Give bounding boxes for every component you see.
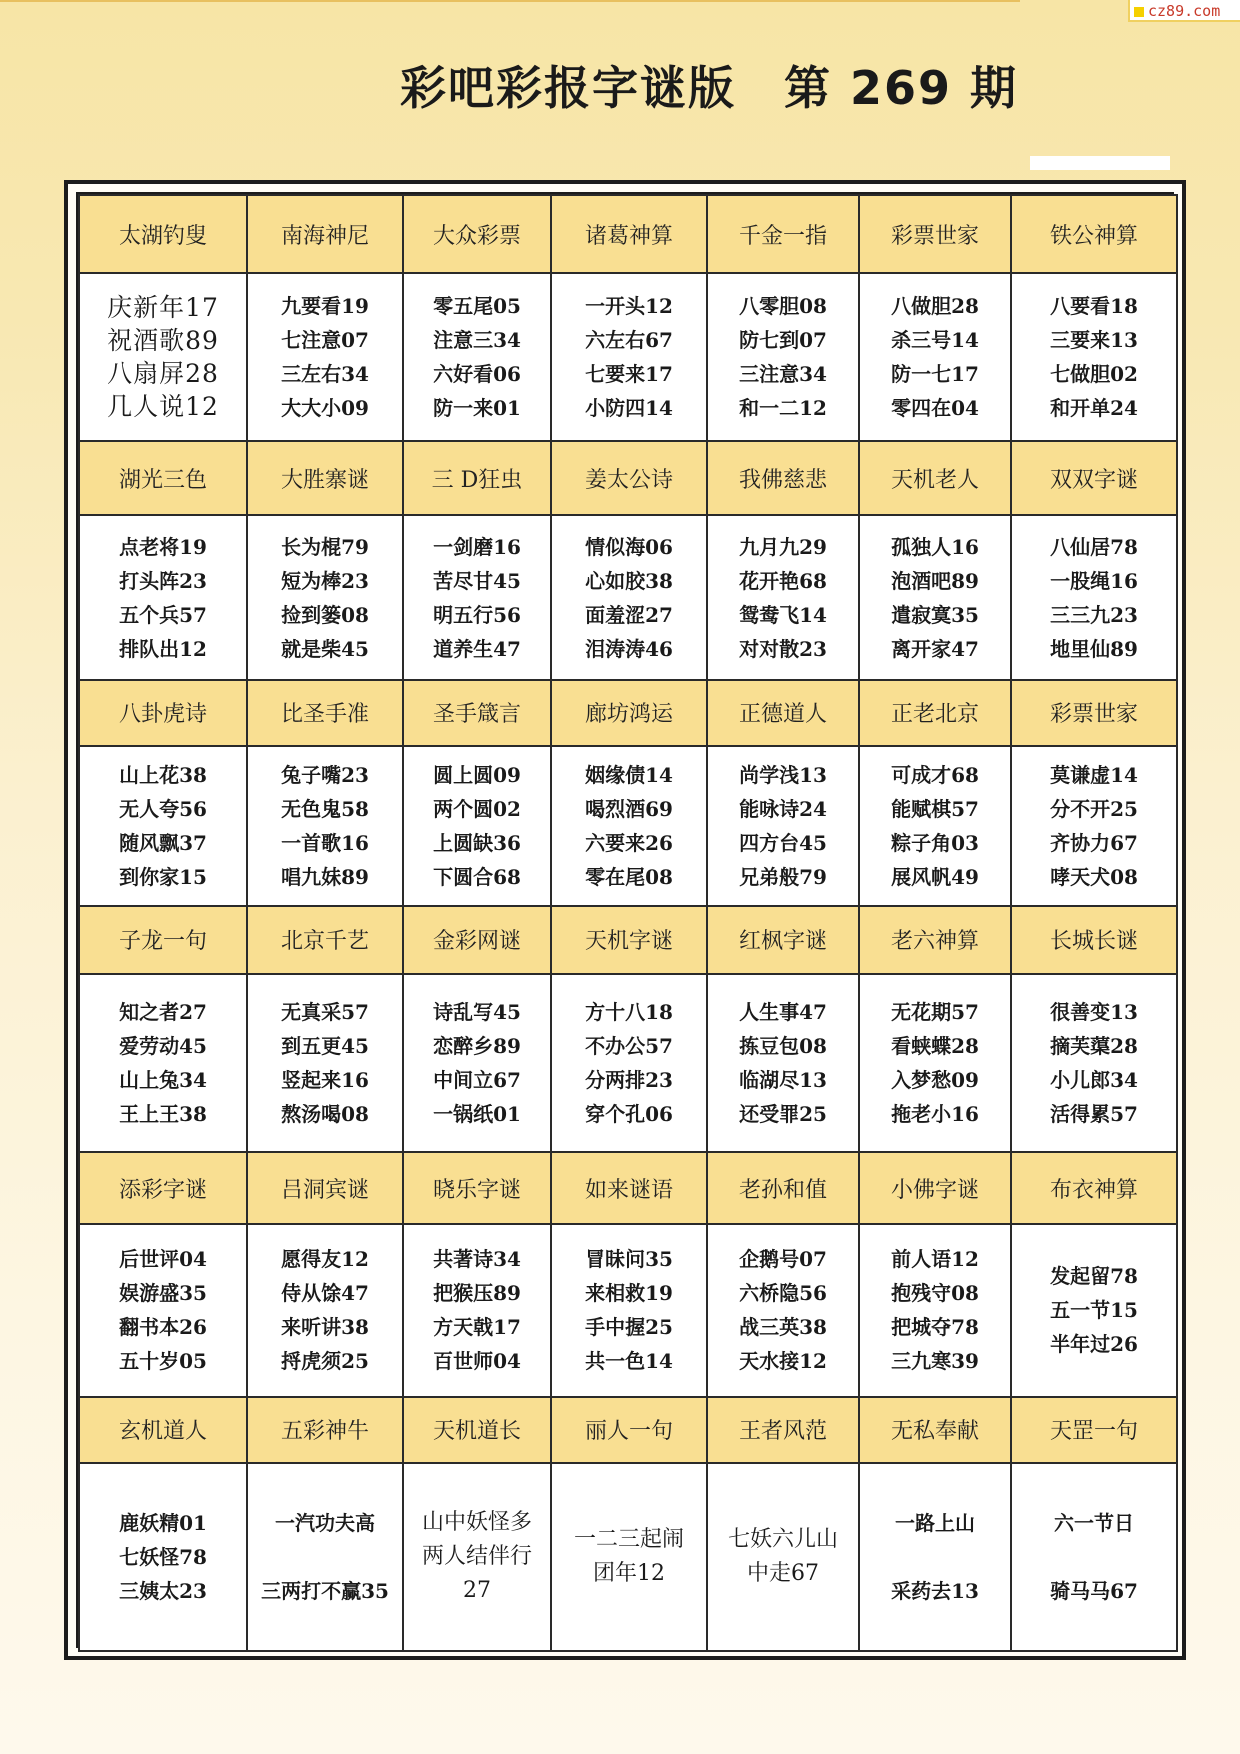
riddle-line: 六左右67 xyxy=(585,328,673,353)
riddle-line: 四方台45 xyxy=(739,830,827,855)
riddle-cell xyxy=(1011,974,1177,1152)
riddle-line: 七妖六儿山中走67 xyxy=(727,1526,838,1586)
riddle-line: 中间立67 xyxy=(433,1068,521,1093)
riddle-line: 三注意34 xyxy=(739,362,827,387)
riddle-line: 捡到篓08 xyxy=(281,602,369,627)
column-header: 长城长谜 xyxy=(1011,906,1177,974)
riddle-line: 骑马马67 xyxy=(1050,1578,1138,1603)
column-header: 铁公神算 xyxy=(1011,195,1177,273)
riddle-line: 王上王38 xyxy=(119,1102,207,1127)
riddle-line: 一路上山 xyxy=(895,1510,975,1535)
riddle-line: 到五更45 xyxy=(281,1034,369,1059)
riddle-line: 分不开25 xyxy=(1050,796,1138,821)
riddle-cell xyxy=(1011,746,1177,906)
riddle-cell xyxy=(79,273,247,441)
riddle-line: 泡酒吧89 xyxy=(891,568,979,593)
riddle-line: 喝烈酒69 xyxy=(585,796,673,821)
riddle-line: 五十岁05 xyxy=(119,1349,207,1374)
column-header: 红枫字谜 xyxy=(707,906,859,974)
riddle-line: 拖老小16 xyxy=(891,1102,979,1127)
riddle-line: 花开艳68 xyxy=(739,568,827,593)
column-header: 八卦虎诗 xyxy=(79,680,247,746)
riddle-line: 共一色14 xyxy=(585,1349,673,1374)
riddle-line: 防七到07 xyxy=(739,328,827,353)
riddle-line: 临湖尽13 xyxy=(739,1068,827,1093)
riddle-cell xyxy=(707,515,859,679)
riddle-cell xyxy=(859,974,1011,1152)
riddle-cell xyxy=(551,515,707,679)
riddle-line: 九月九29 xyxy=(739,534,827,559)
riddle-line: 来听讲38 xyxy=(281,1315,369,1340)
column-header: 天机字谜 xyxy=(551,906,707,974)
riddle-cell xyxy=(403,273,551,441)
riddle-line: 零在尾08 xyxy=(585,864,673,889)
riddle-line: 很善变13 xyxy=(1050,1000,1138,1025)
riddle-line: 入梦愁09 xyxy=(891,1068,979,1093)
riddle-line: 齐协力67 xyxy=(1050,830,1138,855)
riddle-line: 娱游盛35 xyxy=(119,1281,207,1306)
riddle-cell xyxy=(707,1224,859,1396)
riddle-line: 泪涛涛46 xyxy=(585,636,673,661)
riddle-line: 长为棍79 xyxy=(281,534,369,559)
riddle-cell xyxy=(551,974,707,1152)
riddle-cell xyxy=(79,1463,247,1651)
riddle-cell xyxy=(859,273,1011,441)
riddle-line: 明五行56 xyxy=(433,602,521,627)
page-title xyxy=(400,52,1019,122)
riddle-cell xyxy=(79,1224,247,1396)
riddle-line: 一股绳16 xyxy=(1050,568,1138,593)
riddle-line: 孤独人16 xyxy=(891,534,979,559)
riddle-cell xyxy=(403,515,551,679)
riddle-line: 六一节日 xyxy=(1054,1510,1134,1535)
column-header: 太湖钓叟 xyxy=(79,195,247,273)
riddle-line: 心如胶38 xyxy=(585,568,673,593)
riddle-line: 竖起来16 xyxy=(281,1068,369,1093)
column-header: 五彩神牛 xyxy=(247,1397,403,1463)
column-header: 大胜寨谜 xyxy=(247,441,403,515)
riddle-line: 手中握25 xyxy=(585,1315,673,1340)
riddle-line: 不办公57 xyxy=(585,1034,673,1059)
riddle-line: 哮天犬08 xyxy=(1050,864,1138,889)
riddle-cell xyxy=(859,1463,1011,1651)
riddle-line: 鹿妖精01 xyxy=(119,1510,207,1535)
title-name: 彩吧彩报字谜版 xyxy=(400,61,736,115)
riddle-line: 小防四14 xyxy=(585,396,673,421)
riddle-line: 天水接12 xyxy=(739,1349,827,1374)
column-header: 天罡一句 xyxy=(1011,1397,1177,1463)
riddle-line: 翻书本26 xyxy=(119,1315,207,1340)
site-dot-icon xyxy=(1134,7,1144,17)
riddle-cell xyxy=(707,974,859,1152)
riddle-line: 三左右34 xyxy=(281,362,369,387)
column-header: 丽人一句 xyxy=(551,1397,707,1463)
riddle-line: 姻缘债14 xyxy=(585,762,673,787)
riddle-line: 把城夺78 xyxy=(891,1315,979,1340)
column-header: 大众彩票 xyxy=(403,195,551,273)
column-header: 无私奉献 xyxy=(859,1397,1011,1463)
column-header: 添彩字谜 xyxy=(79,1152,247,1224)
riddle-line: 和开单24 xyxy=(1050,396,1138,421)
riddle-line: 防一七17 xyxy=(891,362,979,387)
riddle-cell xyxy=(403,974,551,1152)
riddle-line: 杀三号14 xyxy=(891,328,979,353)
column-header: 金彩网谜 xyxy=(403,906,551,974)
column-header: 天机老人 xyxy=(859,441,1011,515)
riddle-line: 就是柴45 xyxy=(281,636,369,661)
riddle-line: 发起留78 xyxy=(1050,1264,1138,1289)
riddle-line: 一汽功夫高 xyxy=(275,1510,375,1535)
riddle-cell xyxy=(1011,1463,1177,1651)
column-header: 三 D狂虫 xyxy=(403,441,551,515)
riddle-line: 三两打不赢35 xyxy=(261,1578,389,1603)
riddle-table-frame xyxy=(64,180,1186,1660)
top-rule xyxy=(0,0,1020,2)
riddle-line: 一首歌16 xyxy=(281,830,369,855)
riddle-line: 防一来01 xyxy=(433,396,521,421)
riddle-line: 面羞涩27 xyxy=(585,602,673,627)
riddle-line: 庆新年17 xyxy=(107,293,219,323)
column-header: 湖光三色 xyxy=(79,441,247,515)
riddle-line: 兔子嘴23 xyxy=(281,762,369,787)
riddle-line: 摘芙蕖28 xyxy=(1050,1034,1138,1059)
riddle-line: 注意三34 xyxy=(433,328,521,353)
riddle-line: 百世师04 xyxy=(433,1349,521,1374)
riddle-line: 来相救19 xyxy=(585,1281,673,1306)
column-header: 廊坊鸿运 xyxy=(551,680,707,746)
riddle-cell xyxy=(247,974,403,1152)
riddle-line: 把猴压89 xyxy=(433,1281,521,1306)
column-header: 诸葛神算 xyxy=(551,195,707,273)
riddle-line: 恋醉乡89 xyxy=(433,1034,521,1059)
riddle-line: 鸳鸯飞14 xyxy=(739,602,827,627)
riddle-line: 愿得友12 xyxy=(281,1247,369,1272)
riddle-line: 六好看06 xyxy=(433,362,521,387)
riddle-line: 小儿郎34 xyxy=(1050,1068,1138,1093)
riddle-line: 上圆缺36 xyxy=(433,830,521,855)
riddle-line: 几人说12 xyxy=(107,392,219,422)
riddle-line: 战三英38 xyxy=(739,1315,827,1340)
column-header: 彩票世家 xyxy=(859,195,1011,273)
column-header: 我佛慈悲 xyxy=(707,441,859,515)
white-tab xyxy=(1030,156,1170,170)
riddle-line: 活得累57 xyxy=(1050,1102,1138,1127)
column-header: 布衣神算 xyxy=(1011,1152,1177,1224)
column-header: 双双字谜 xyxy=(1011,441,1177,515)
riddle-line: 莫谦虚14 xyxy=(1050,762,1138,787)
column-header: 老六神算 xyxy=(859,906,1011,974)
riddle-line: 地里仙89 xyxy=(1050,636,1138,661)
riddle-cell xyxy=(707,746,859,906)
riddle-line: 九要看19 xyxy=(281,294,369,319)
riddle-cell xyxy=(247,1463,403,1651)
riddle-line: 拣豆包08 xyxy=(739,1034,827,1059)
riddle-line: 三三九23 xyxy=(1050,602,1138,627)
column-header: 南海神尼 xyxy=(247,195,403,273)
riddle-line: 诗乱写45 xyxy=(433,1000,521,1025)
column-header: 吕洞宾谜 xyxy=(247,1152,403,1224)
riddle-line: 八零胆08 xyxy=(739,294,827,319)
riddle-cell xyxy=(247,273,403,441)
riddle-line: 下圆合68 xyxy=(433,864,521,889)
column-header: 姜太公诗 xyxy=(551,441,707,515)
riddle-line: 大大小09 xyxy=(281,396,369,421)
site-tag-text: cz89.com xyxy=(1148,2,1221,20)
riddle-line: 到你家15 xyxy=(119,864,207,889)
column-header: 玄机道人 xyxy=(79,1397,247,1463)
riddle-line: 三要来13 xyxy=(1050,328,1138,353)
riddle-line: 对对散23 xyxy=(739,636,827,661)
riddle-line: 一二三起闹团年12 xyxy=(573,1526,684,1586)
riddle-line: 情似海06 xyxy=(585,534,673,559)
riddle-line: 半年过26 xyxy=(1050,1332,1138,1357)
title-issue: 第 269 期 xyxy=(784,61,1019,115)
riddle-cell xyxy=(859,1224,1011,1396)
riddle-line: 离开家47 xyxy=(891,636,979,661)
riddle-line: 随风飘37 xyxy=(119,830,207,855)
riddle-line: 三姨太23 xyxy=(119,1578,207,1603)
riddle-line: 八扇屏28 xyxy=(107,359,219,389)
riddle-line: 穿个孔06 xyxy=(585,1102,673,1127)
riddle-line: 知之者27 xyxy=(119,1000,207,1025)
column-header: 子龙一句 xyxy=(79,906,247,974)
riddle-line: 企鹅号07 xyxy=(739,1247,827,1272)
column-header: 圣手箴言 xyxy=(403,680,551,746)
riddle-line: 山上兔34 xyxy=(119,1068,207,1093)
riddle-line: 圆上圆09 xyxy=(433,762,521,787)
riddle-cell xyxy=(859,746,1011,906)
riddle-line: 八仙居78 xyxy=(1050,534,1138,559)
riddle-line: 一锅纸01 xyxy=(433,1102,521,1127)
riddle-line: 方天戟17 xyxy=(433,1315,521,1340)
riddle-cell xyxy=(79,746,247,906)
column-header: 老孙和值 xyxy=(707,1152,859,1224)
riddle-cell xyxy=(1011,273,1177,441)
riddle-cell xyxy=(403,1224,551,1396)
riddle-line: 能咏诗24 xyxy=(739,796,827,821)
riddle-line: 五一节15 xyxy=(1050,1298,1138,1323)
riddle-line: 前人语12 xyxy=(891,1247,979,1272)
riddle-line: 展风帆49 xyxy=(891,864,979,889)
riddle-line: 七要来17 xyxy=(585,362,673,387)
riddle-line: 采药去13 xyxy=(891,1578,979,1603)
column-header: 晓乐字谜 xyxy=(403,1152,551,1224)
riddle-line: 七注意07 xyxy=(281,328,369,353)
riddle-table xyxy=(78,194,1178,1652)
riddle-line: 无真采57 xyxy=(281,1000,369,1025)
column-header: 天机道长 xyxy=(403,1397,551,1463)
riddle-cell xyxy=(79,515,247,679)
riddle-line: 一开头12 xyxy=(585,294,673,319)
riddle-line: 尚学浅13 xyxy=(739,762,827,787)
riddle-cell xyxy=(1011,515,1177,679)
riddle-line: 熬汤喝08 xyxy=(281,1102,369,1127)
riddle-line: 山中妖怪多两人结伴行27 xyxy=(421,1509,532,1603)
riddle-line: 侍从馀47 xyxy=(281,1281,369,1306)
riddle-cell xyxy=(1011,1224,1177,1396)
column-header: 小佛字谜 xyxy=(859,1152,1011,1224)
riddle-line: 无花期57 xyxy=(891,1000,979,1025)
column-header: 正德道人 xyxy=(707,680,859,746)
riddle-line: 捋虎须25 xyxy=(281,1349,369,1374)
riddle-line: 祝酒歌89 xyxy=(107,326,219,356)
riddle-line: 和一二12 xyxy=(739,396,827,421)
riddle-line: 零五尾05 xyxy=(433,294,521,319)
riddle-line: 唱九妹89 xyxy=(281,864,369,889)
riddle-line: 排队出12 xyxy=(119,636,207,661)
riddle-line: 八做胆28 xyxy=(891,294,979,319)
riddle-line: 六要来26 xyxy=(585,830,673,855)
riddle-line: 点老将19 xyxy=(119,534,207,559)
column-header: 如来谜语 xyxy=(551,1152,707,1224)
riddle-line: 可成才68 xyxy=(891,762,979,787)
riddle-cell xyxy=(79,974,247,1152)
riddle-line: 六桥隐56 xyxy=(739,1281,827,1306)
riddle-cell xyxy=(247,746,403,906)
riddle-line: 人生事47 xyxy=(739,1000,827,1025)
column-header: 北京千艺 xyxy=(247,906,403,974)
riddle-line: 零四在04 xyxy=(891,396,979,421)
column-header: 王者风范 xyxy=(707,1397,859,1463)
riddle-line: 打头阵23 xyxy=(119,568,207,593)
riddle-cell xyxy=(707,273,859,441)
riddle-cell xyxy=(551,273,707,441)
riddle-line: 冒昧问35 xyxy=(585,1247,673,1272)
riddle-line: 短为棒23 xyxy=(281,568,369,593)
riddle-line: 两个圆02 xyxy=(433,796,521,821)
riddle-line: 兄弟般79 xyxy=(739,864,827,889)
riddle-line: 粽子角03 xyxy=(891,830,979,855)
riddle-line: 看蛱蝶28 xyxy=(891,1034,979,1059)
riddle-line: 道养生47 xyxy=(433,636,521,661)
riddle-line: 能赋棋57 xyxy=(891,796,979,821)
riddle-line: 还受罪25 xyxy=(739,1102,827,1127)
riddle-line: 八要看18 xyxy=(1050,294,1138,319)
column-header: 彩票世家 xyxy=(1011,680,1177,746)
riddle-line: 无人夸56 xyxy=(119,796,207,821)
riddle-line: 分两排23 xyxy=(585,1068,673,1093)
riddle-cell xyxy=(859,515,1011,679)
riddle-line: 三九寒39 xyxy=(891,1349,979,1374)
site-watermark xyxy=(1128,0,1240,22)
riddle-cell xyxy=(403,1463,551,1651)
riddle-line: 七妖怪78 xyxy=(119,1544,207,1569)
column-header: 千金一指 xyxy=(707,195,859,273)
riddle-line: 抱残守08 xyxy=(891,1281,979,1306)
riddle-line: 方十八18 xyxy=(585,1000,673,1025)
column-header: 正老北京 xyxy=(859,680,1011,746)
riddle-cell xyxy=(551,1463,707,1651)
riddle-line: 遣寂寞35 xyxy=(891,602,979,627)
riddle-cell xyxy=(247,1224,403,1396)
riddle-line: 山上花38 xyxy=(119,762,207,787)
riddle-line: 无色鬼58 xyxy=(281,796,369,821)
riddle-line: 共著诗34 xyxy=(433,1247,521,1272)
riddle-line: 五个兵57 xyxy=(119,602,207,627)
riddle-line: 爱劳动45 xyxy=(119,1034,207,1059)
riddle-line: 七做胆02 xyxy=(1050,362,1138,387)
riddle-cell xyxy=(247,515,403,679)
riddle-line: 苦尽甘45 xyxy=(433,568,521,593)
riddle-cell xyxy=(403,746,551,906)
riddle-line: 后世评04 xyxy=(119,1247,207,1272)
column-header: 比圣手准 xyxy=(247,680,403,746)
riddle-cell xyxy=(551,746,707,906)
riddle-cell xyxy=(551,1224,707,1396)
riddle-cell xyxy=(707,1463,859,1651)
riddle-line: 一剑磨16 xyxy=(433,534,521,559)
